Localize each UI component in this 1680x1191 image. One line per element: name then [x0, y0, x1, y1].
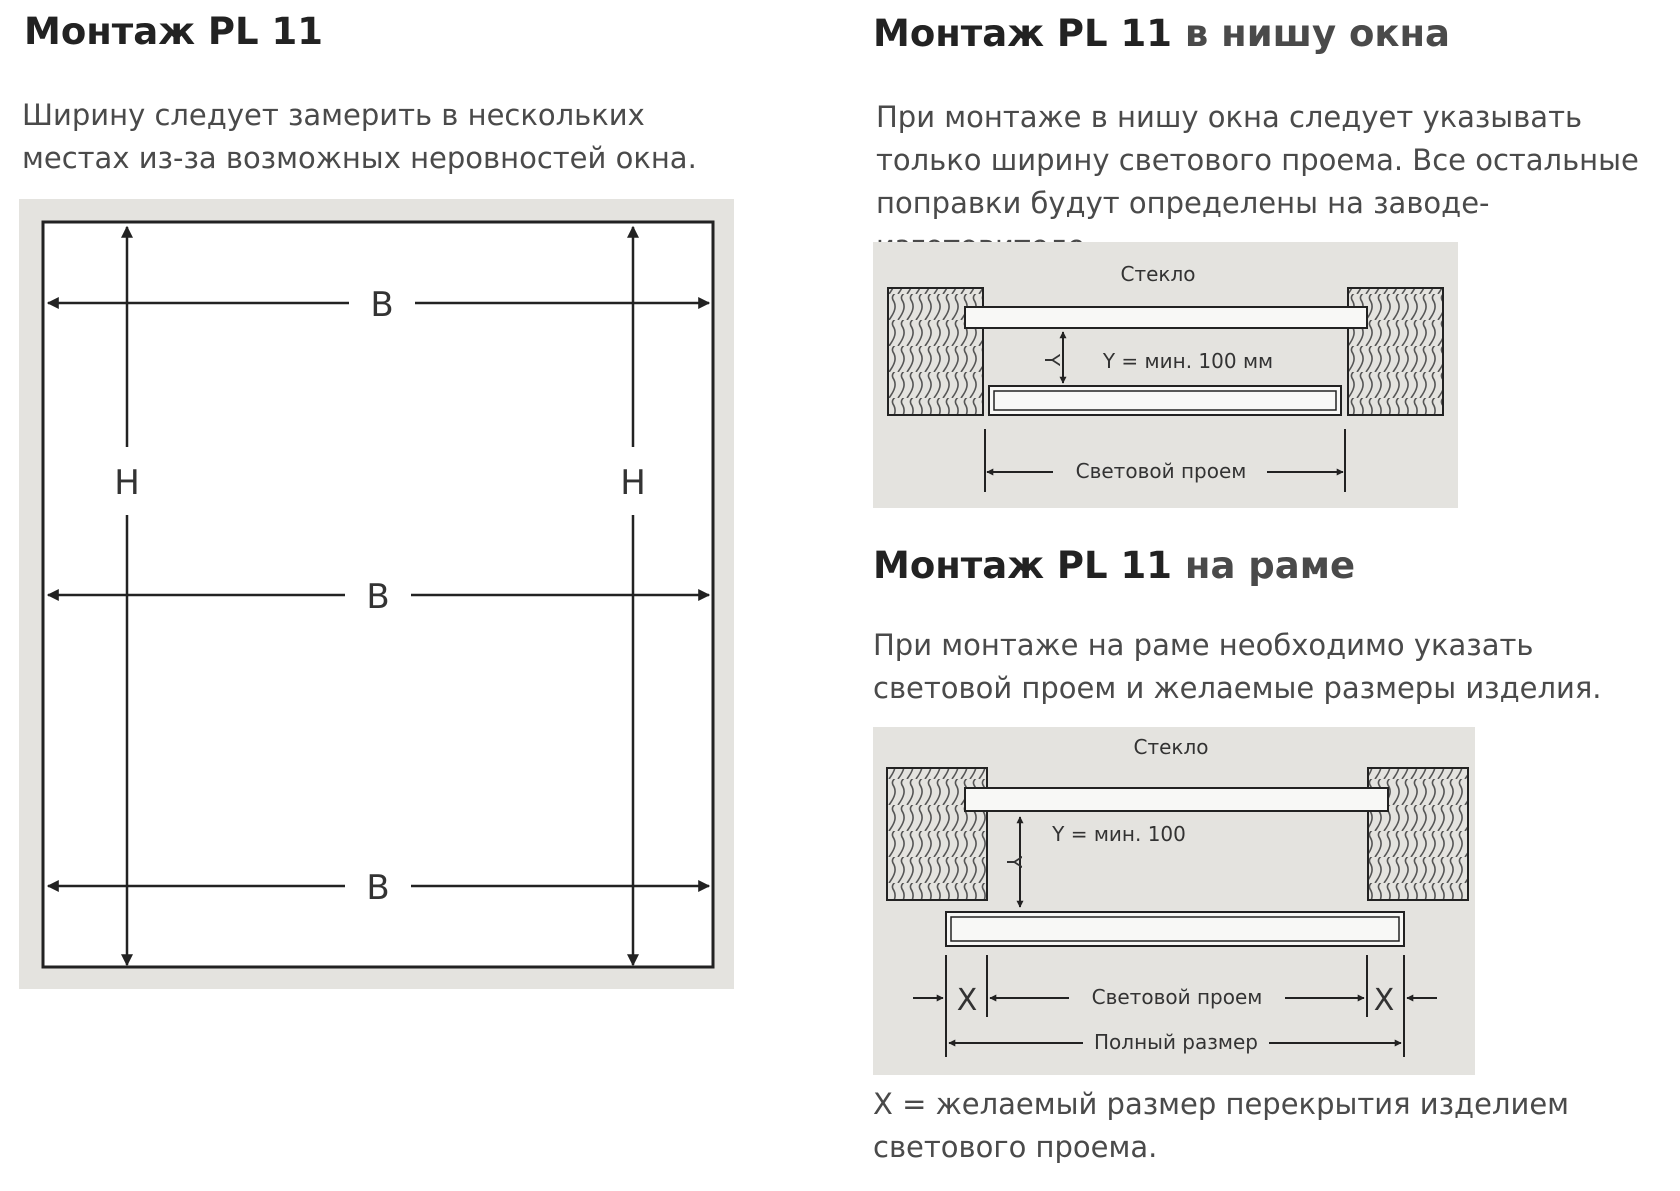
- niche-mount-svg: [873, 242, 1458, 508]
- left-paragraph: Ширину следует замерить в нескольких местах из-за возможных неровностей окна.: [22, 98, 697, 175]
- niche-glass: [965, 307, 1367, 328]
- frame-mount-diagram: [873, 727, 1475, 1075]
- niche-opening-label: Световой проем: [1075, 459, 1247, 483]
- frame-overlap-symbol-right: X: [1373, 983, 1395, 1018]
- width-label-mid: B: [366, 577, 390, 617]
- niche-glass-label: Стекло: [1120, 262, 1196, 286]
- frame-title: [873, 544, 1355, 588]
- niche-title-rest: в нишу окна: [1184, 12, 1451, 55]
- niche-gap-symbol: Y: [1040, 353, 1064, 367]
- frame-gap-label: Y = мин. 100: [1052, 822, 1186, 846]
- width-label-top: B: [370, 285, 394, 325]
- niche-mount-diagram: [873, 242, 1458, 508]
- frame-overlap-symbol-left: X: [956, 983, 978, 1018]
- left-title-text: Монтаж PL 11: [24, 10, 323, 53]
- niche-title-strong: Монтаж PL 11: [873, 12, 1172, 55]
- frame-gap-symbol: Y: [1002, 855, 1026, 869]
- height-label-right: H: [620, 463, 646, 503]
- frame-title-rest: на раме: [1184, 544, 1356, 587]
- width-label-bottom: B: [366, 868, 390, 908]
- height-label-left: H: [114, 463, 140, 503]
- frame-opening-label: Световой проем: [1091, 985, 1263, 1009]
- niche-paragraph: При монтаже в нишу окна следует указывать только ширину светового проема. Все остальные поправки будут определены на заводе-: [876, 100, 1639, 220]
- window-measure-svg: [19, 199, 734, 989]
- frame-full-label: Полный размер: [1094, 1030, 1258, 1054]
- frame-title-strong: Монтаж PL 11: [873, 544, 1172, 587]
- niche-title: [873, 12, 1450, 56]
- frame-footnote: X = желаемый размер перекрытия изделием светового проема.: [873, 1087, 1570, 1164]
- left-title: [24, 10, 323, 54]
- window-measure-diagram: [19, 199, 734, 989]
- frame-paragraph: При монтаже на раме необходимо указать световой проем и желаемые размеры изделия.: [873, 628, 1602, 705]
- niche-gap-label: Y = мин. 100 мм: [1102, 349, 1274, 373]
- frame-glass: [965, 788, 1388, 811]
- frame-glass-label: Стекло: [1133, 735, 1209, 759]
- frame-mount-svg: [873, 727, 1475, 1075]
